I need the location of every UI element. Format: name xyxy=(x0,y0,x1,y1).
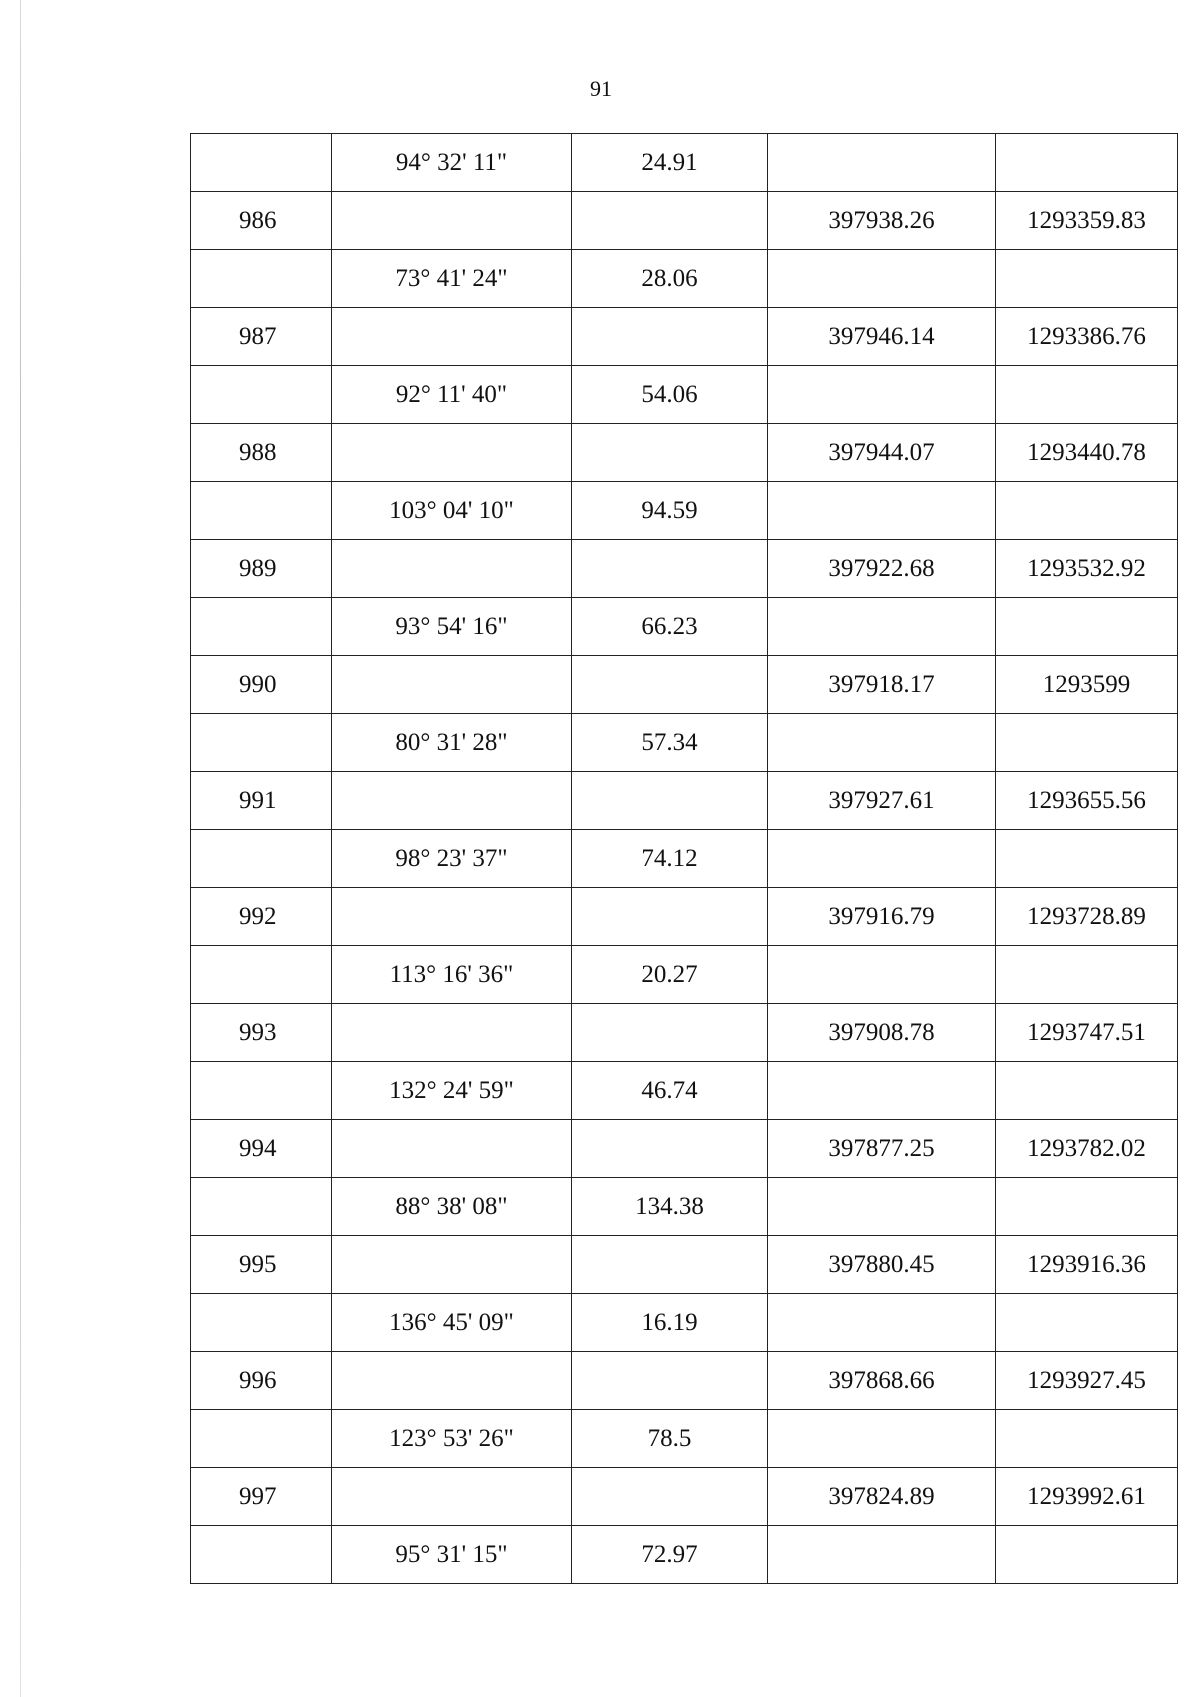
distance-cell xyxy=(572,1468,768,1526)
bearing-cell: 94° 32' 11" xyxy=(332,134,572,192)
easting-cell xyxy=(996,830,1178,888)
bearing-cell: 88° 38' 08" xyxy=(332,1178,572,1236)
table-row xyxy=(191,1120,1178,1178)
table-row xyxy=(191,888,1178,946)
easting-cell xyxy=(996,482,1178,540)
coordinate-table xyxy=(190,133,1178,1584)
easting-cell: 1293599 xyxy=(996,656,1178,714)
point-number-cell xyxy=(191,830,332,888)
northing-cell: 397916.79 xyxy=(768,888,996,946)
table-row xyxy=(191,946,1178,1004)
easting-cell xyxy=(996,1178,1178,1236)
distance-cell xyxy=(572,308,768,366)
table-row xyxy=(191,1352,1178,1410)
easting-cell: 1293728.89 xyxy=(996,888,1178,946)
point-number-cell xyxy=(191,134,332,192)
point-number-cell: 988 xyxy=(191,424,332,482)
bearing-cell xyxy=(332,656,572,714)
distance-cell: 28.06 xyxy=(572,250,768,308)
easting-cell xyxy=(996,1526,1178,1584)
easting-cell xyxy=(996,1294,1178,1352)
easting-cell: 1293916.36 xyxy=(996,1236,1178,1294)
table-row xyxy=(191,540,1178,598)
easting-cell xyxy=(996,1410,1178,1468)
northing-cell: 397922.68 xyxy=(768,540,996,598)
bearing-cell xyxy=(332,1120,572,1178)
northing-cell xyxy=(768,366,996,424)
easting-cell: 1293655.56 xyxy=(996,772,1178,830)
bearing-cell: 80° 31' 28" xyxy=(332,714,572,772)
northing-cell: 397944.07 xyxy=(768,424,996,482)
bearing-cell: 93° 54' 16" xyxy=(332,598,572,656)
distance-cell xyxy=(572,656,768,714)
bearing-cell: 92° 11' 40" xyxy=(332,366,572,424)
distance-cell: 94.59 xyxy=(572,482,768,540)
easting-cell xyxy=(996,366,1178,424)
distance-cell xyxy=(572,192,768,250)
table-row xyxy=(191,192,1178,250)
page-number: 91 xyxy=(590,76,612,101)
table-row xyxy=(191,1062,1178,1120)
point-number-cell: 990 xyxy=(191,656,332,714)
distance-cell: 57.34 xyxy=(572,714,768,772)
bearing-cell: 136° 45' 09" xyxy=(332,1294,572,1352)
distance-cell xyxy=(572,772,768,830)
distance-cell: 46.74 xyxy=(572,1062,768,1120)
bearing-cell: 113° 16' 36" xyxy=(332,946,572,1004)
point-number-cell: 987 xyxy=(191,308,332,366)
table-row xyxy=(191,424,1178,482)
point-number-cell: 995 xyxy=(191,1236,332,1294)
bearing-cell xyxy=(332,540,572,598)
distance-cell xyxy=(572,1236,768,1294)
northing-cell: 397880.45 xyxy=(768,1236,996,1294)
bearing-cell xyxy=(332,888,572,946)
bearing-cell xyxy=(332,192,572,250)
northing-cell xyxy=(768,1062,996,1120)
distance-cell xyxy=(572,424,768,482)
bearing-cell xyxy=(332,1004,572,1062)
easting-cell: 1293532.92 xyxy=(996,540,1178,598)
northing-cell: 397824.89 xyxy=(768,1468,996,1526)
distance-cell: 24.91 xyxy=(572,134,768,192)
northing-cell: 397927.61 xyxy=(768,772,996,830)
point-number-cell xyxy=(191,1062,332,1120)
table-row xyxy=(191,830,1178,888)
point-number-cell xyxy=(191,482,332,540)
bearing-cell: 95° 31' 15" xyxy=(332,1526,572,1584)
northing-cell: 397946.14 xyxy=(768,308,996,366)
table-row xyxy=(191,1178,1178,1236)
point-number-cell xyxy=(191,250,332,308)
easting-cell: 1293747.51 xyxy=(996,1004,1178,1062)
point-number-cell xyxy=(191,1294,332,1352)
table-row xyxy=(191,134,1178,192)
northing-cell xyxy=(768,250,996,308)
easting-cell xyxy=(996,134,1178,192)
point-number-cell: 994 xyxy=(191,1120,332,1178)
bearing-cell xyxy=(332,1468,572,1526)
point-number-cell xyxy=(191,714,332,772)
northing-cell: 397918.17 xyxy=(768,656,996,714)
northing-cell xyxy=(768,598,996,656)
northing-cell xyxy=(768,1178,996,1236)
scan-edge-line xyxy=(20,0,21,1697)
easting-cell: 1293782.02 xyxy=(996,1120,1178,1178)
bearing-cell xyxy=(332,772,572,830)
northing-cell xyxy=(768,1410,996,1468)
northing-cell xyxy=(768,830,996,888)
northing-cell xyxy=(768,482,996,540)
northing-cell xyxy=(768,946,996,1004)
table-row xyxy=(191,714,1178,772)
point-number-cell: 997 xyxy=(191,1468,332,1526)
table-row xyxy=(191,1526,1178,1584)
point-number-cell xyxy=(191,1526,332,1584)
point-number-cell xyxy=(191,366,332,424)
easting-cell: 1293440.78 xyxy=(996,424,1178,482)
table-row xyxy=(191,1236,1178,1294)
easting-cell xyxy=(996,598,1178,656)
bearing-cell: 73° 41' 24" xyxy=(332,250,572,308)
easting-cell xyxy=(996,946,1178,1004)
point-number-cell xyxy=(191,946,332,1004)
distance-cell: 20.27 xyxy=(572,946,768,1004)
distance-cell: 54.06 xyxy=(572,366,768,424)
bearing-cell: 98° 23' 37" xyxy=(332,830,572,888)
easting-cell: 1293992.61 xyxy=(996,1468,1178,1526)
northing-cell xyxy=(768,1294,996,1352)
bearing-cell xyxy=(332,1236,572,1294)
point-number-cell: 992 xyxy=(191,888,332,946)
easting-cell: 1293359.83 xyxy=(996,192,1178,250)
point-number-cell xyxy=(191,1178,332,1236)
table-body xyxy=(191,134,1178,1584)
point-number-cell xyxy=(191,598,332,656)
table-row xyxy=(191,1410,1178,1468)
table-row xyxy=(191,1294,1178,1352)
table-row xyxy=(191,250,1178,308)
bearing-cell xyxy=(332,308,572,366)
distance-cell: 134.38 xyxy=(572,1178,768,1236)
point-number-cell: 989 xyxy=(191,540,332,598)
bearing-cell xyxy=(332,424,572,482)
northing-cell: 397877.25 xyxy=(768,1120,996,1178)
distance-cell: 66.23 xyxy=(572,598,768,656)
easting-cell: 1293927.45 xyxy=(996,1352,1178,1410)
easting-cell: 1293386.76 xyxy=(996,308,1178,366)
table-row xyxy=(191,598,1178,656)
table-row xyxy=(191,308,1178,366)
table-row xyxy=(191,482,1178,540)
table-row xyxy=(191,656,1178,714)
point-number-cell: 986 xyxy=(191,192,332,250)
bearing-cell: 103° 04' 10" xyxy=(332,482,572,540)
northing-cell: 397938.26 xyxy=(768,192,996,250)
distance-cell: 16.19 xyxy=(572,1294,768,1352)
northing-cell xyxy=(768,134,996,192)
table-row xyxy=(191,1004,1178,1062)
distance-cell xyxy=(572,1004,768,1062)
distance-cell xyxy=(572,1120,768,1178)
northing-cell xyxy=(768,1526,996,1584)
table-row xyxy=(191,366,1178,424)
distance-cell xyxy=(572,540,768,598)
distance-cell: 78.5 xyxy=(572,1410,768,1468)
bearing-cell: 132° 24' 59" xyxy=(332,1062,572,1120)
table-row xyxy=(191,772,1178,830)
point-number-cell xyxy=(191,1410,332,1468)
point-number-cell: 996 xyxy=(191,1352,332,1410)
bearing-cell: 123° 53' 26" xyxy=(332,1410,572,1468)
distance-cell: 72.97 xyxy=(572,1526,768,1584)
point-number-cell: 993 xyxy=(191,1004,332,1062)
point-number-cell: 991 xyxy=(191,772,332,830)
northing-cell: 397868.66 xyxy=(768,1352,996,1410)
northing-cell xyxy=(768,714,996,772)
easting-cell xyxy=(996,1062,1178,1120)
distance-cell xyxy=(572,1352,768,1410)
distance-cell: 74.12 xyxy=(572,830,768,888)
bearing-cell xyxy=(332,1352,572,1410)
table-row xyxy=(191,1468,1178,1526)
northing-cell: 397908.78 xyxy=(768,1004,996,1062)
easting-cell xyxy=(996,714,1178,772)
easting-cell xyxy=(996,250,1178,308)
distance-cell xyxy=(572,888,768,946)
